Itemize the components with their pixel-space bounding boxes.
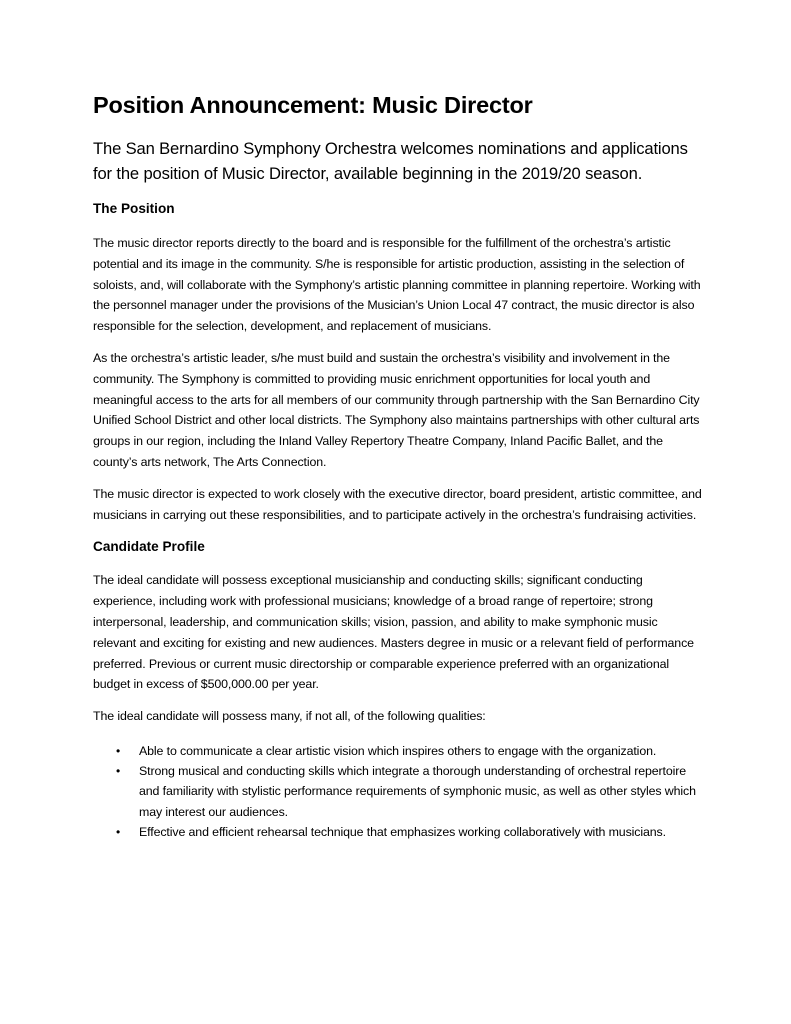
list-item-text: Strong musical and conducting skills which integrate a thorough understanding of orchestral repertoire and familiarity with stylistic performance requirements of symphonic music, as well as other styles which may interest our audiences. (139, 764, 696, 819)
list-item-text: Able to communicate a clear artistic vision which inspires others to engage with the organization. (139, 743, 657, 758)
position-paragraph-1: The music director reports directly to the board and is responsible for the fulfillment of the orchestra’s artistic potential and its image in the community. S/he is responsible for artistic production, assisting in the selection of soloists, and, will collaborate with the Symphony’s artistic planning committee in planning repertoire. Working with the personnel manager under the provisions of the Musician’s Union Local 47 contract, the music director is also responsible for the selection, development, and replacement of musicians. (93, 236, 701, 334)
list-item (93, 741, 703, 761)
list-item (93, 761, 703, 822)
qualities-list (93, 741, 703, 842)
page-title: Position Announcement: Music Director (93, 92, 533, 118)
document-body (93, 90, 703, 842)
list-item (93, 822, 703, 842)
bullet-icon: • (116, 764, 121, 779)
lead-paragraph: The San Bernardino Symphony Orchestra welcomes nominations and applications for the position of Music Director, available beginning in the 2019/20 season. (93, 139, 688, 183)
candidate-paragraph-1: The ideal candidate will possess exceptional musicianship and conducting skills; significant conducting experience, including work with professional musicians; knowledge of a broad range of repertoire; strong interpersonal, leadership, and communication skills; vision, passion, and ability to make symphonic music relevant and exciting for existing and new audiences. Masters degree in music or a relevant field of performance preferred. Previous or current music directorship or comparable experience preferred with an organizational budget in excess of $500,000.00 per year. (93, 573, 694, 692)
section-heading-candidate-profile: Candidate Profile (93, 539, 205, 555)
candidate-paragraph-2: The ideal candidate will possess many, if not all, of the following qualities: (93, 709, 486, 724)
bullet-icon: • (116, 824, 121, 839)
bullet-icon: • (116, 743, 121, 758)
position-paragraph-3: The music director is expected to work closely with the executive director, board president, artistic committee, and musicians in carrying out these responsibilities, and to participate actively in the orchestra’s fundraising activities. (93, 486, 702, 522)
list-item-text: Effective and efficient rehearsal technique that emphasizes working collaboratively with musicians. (139, 824, 666, 839)
section-heading-position: The Position (93, 201, 175, 216)
position-paragraph-2: As the orchestra’s artistic leader, s/he must build and sustain the orchestra’s visibility and involvement in the community. The Symphony is committed to providing music enrichment opportunities for local youth and meaningful access to the arts for all members of our community through partnership with the San Bernardino City Unified School District and other local districts. The Symphony also maintains partnerships with other cultural arts groups in our region, including the Inland Valley Repertory Theatre Company, Inland Pacific Ballet, and the county’s arts network, The Arts Connection. (93, 350, 700, 469)
